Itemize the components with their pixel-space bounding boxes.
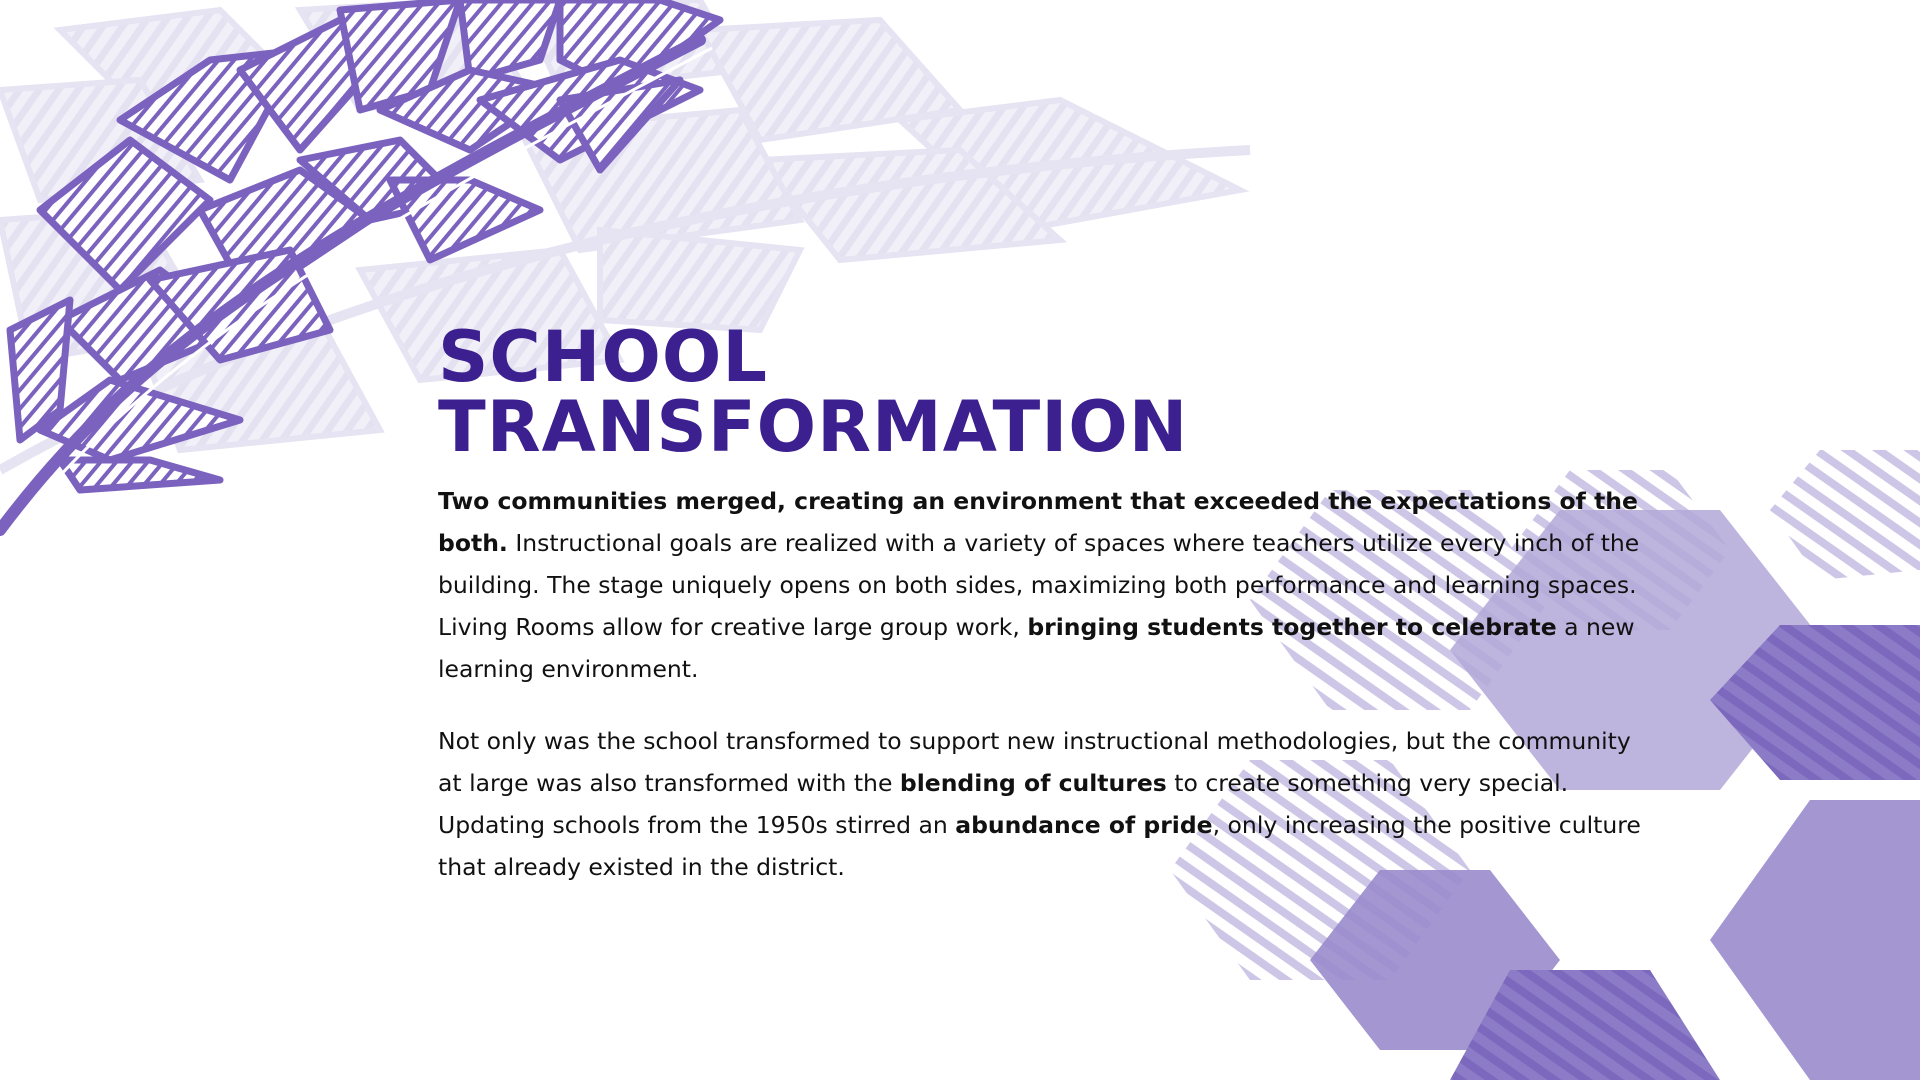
paragraph-2-text-1: Not only was the school transformed to support new instructional methodologies, but the community at large was also transformed with the [438, 727, 1631, 797]
paragraph-2-text-2: to create something very special. Updating schools from the 1950s stirred an [438, 769, 1569, 839]
title-line-2: TRANSFORMATION [438, 386, 1189, 468]
title-line-1: SCHOOL [438, 316, 768, 398]
paragraph-2-bold-2: abundance of pride [955, 811, 1213, 839]
paragraph-1-bold-lead: Two communities merged, creating an environment that exceeded the expectations of the both. [438, 487, 1638, 557]
paragraph-1 [438, 480, 1678, 690]
page-title [438, 316, 1678, 468]
paragraph-2-bold-1: blending of cultures [899, 769, 1167, 797]
paragraph-1-bold-mid: bringing students together to celebrate [1027, 613, 1557, 641]
paragraph-1-text-1: Instructional goals are realized with a variety of spaces where teachers utilize every inch of the building. The stage uniquely opens on both sides, maximizing both performance and learning spaces. Living Rooms allow for creative large group work, [438, 529, 1640, 641]
paragraph-1-text-2: a new learning environment. [438, 613, 1635, 683]
paragraph-2 [438, 720, 1648, 888]
content-block [438, 316, 1678, 888]
paragraph-2-text-3: , only increasing the positive culture that already existed in the district. [438, 811, 1641, 881]
